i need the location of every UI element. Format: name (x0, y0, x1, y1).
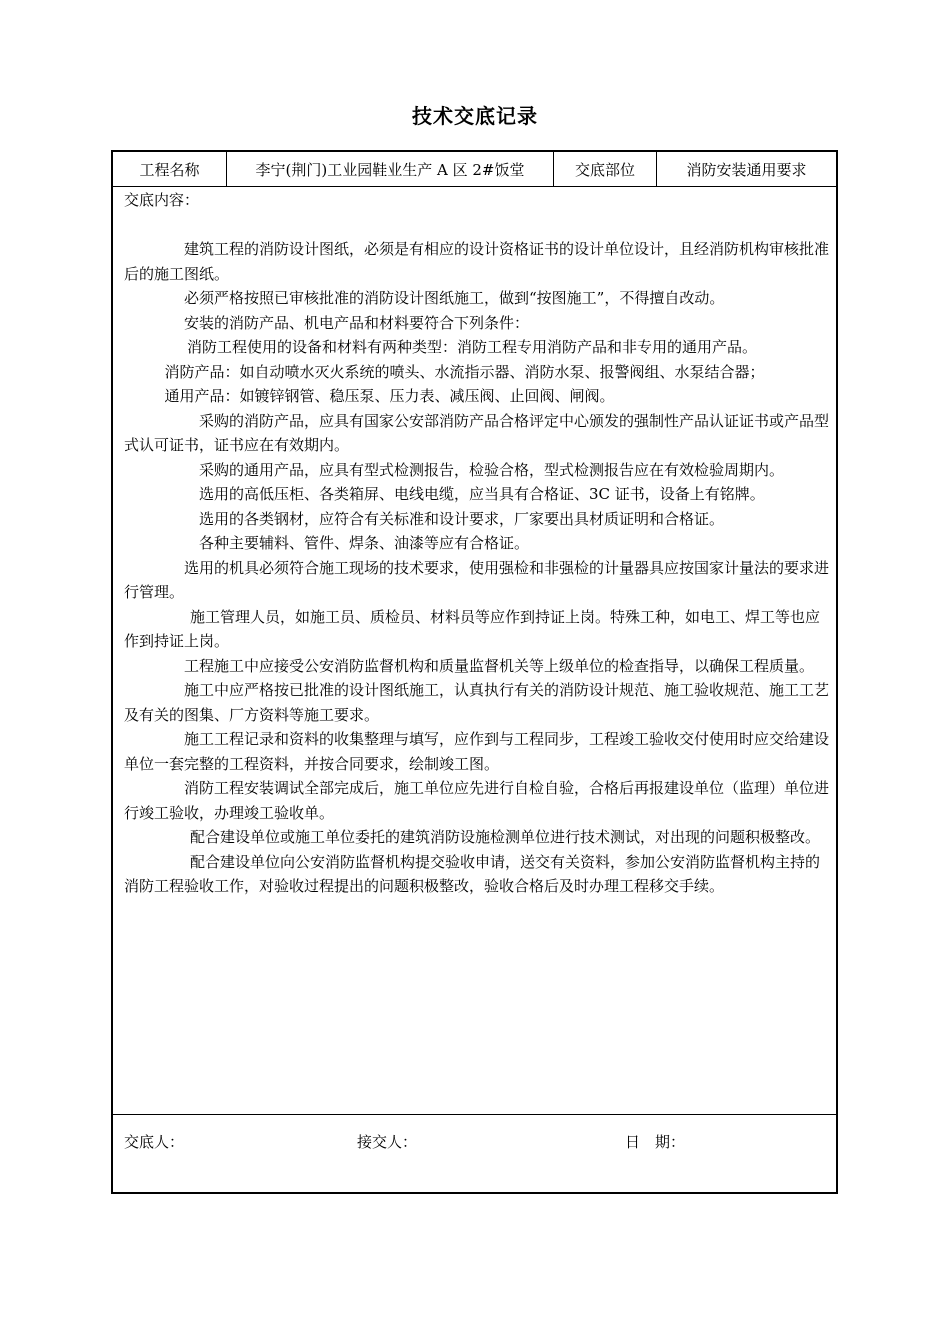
content-paragraph: 选用的各类钢材，应符合有关标准和设计要求，厂家要出具材质证明和合格证。 (199, 509, 725, 528)
content-paragraph: 施工工程记录和资料的收集整理与填写，应作到与工程同步，工程竣工验收交付使用时应交给建设单位一套完整的工程资料，并按合同要求，绘制竣工图。 (124, 730, 829, 773)
handover-part-label: 交底部位 (554, 152, 657, 186)
content-paragraph: 选用的机具必须符合施工现场的技术要求，使用强检和非强检的计量器具应按国家计量法的要求进行管理。 (124, 558, 829, 601)
handover-person-label: 交底人： (124, 1133, 185, 1151)
receiver-label: 接交人： (357, 1133, 418, 1151)
content-paragraph: 消防工程使用的设备和材料有两种类型：消防工程专用消防产品和非专用的通用产品。 (187, 338, 758, 356)
content-paragraph: 消防产品：如自动喷水灭火系统的喷头、水流指示器、消防水泵、报警阀组、水泵结合器； (164, 362, 765, 381)
date-label: 日 期： (625, 1133, 686, 1151)
document-title: 技术交底记录 (412, 104, 538, 128)
content-paragraph: 安装的消防产品、机电产品和材料要符合下列条件： (184, 313, 530, 332)
handover-content (124, 188, 829, 1108)
content-paragraph: 各种主要辅料、管件、焊条、油漆等应有合格证。 (199, 534, 530, 552)
content-paragraph: 施工管理人员，如施工员、质检员、材料员等应作到持证上岗。特殊工种，如电工、焊工等也应作到持证上岗。 (124, 607, 821, 650)
record-table (111, 150, 838, 1194)
project-name-label: 工程名称 (113, 152, 227, 186)
content-paragraph: 配合建设单位或施工单位委托的建筑消防设施检测单位进行技术测试，对出现的问题积极整改。 (190, 828, 821, 846)
project-name-value: 李宁(荆门)工业园鞋业生产 A 区 2#饭堂 (227, 152, 554, 186)
signature-row (113, 1114, 836, 1192)
content-paragraph: 通用产品：如镀锌钢管、稳压泵、压力表、减压阀、止回阀、闸阀。 (164, 387, 615, 405)
content-paragraph: 必须严格按照已审核批准的消防设计图纸施工，做到“按图施工”，不得擅自改动。 (184, 289, 725, 307)
content-paragraph: 工程施工中应接受公安消防监督机构和质量监督机关等上级单位的检查指导，以确保工程质量。 (184, 656, 815, 675)
content-paragraph: 建筑工程的消防设计图纸，必须是有相应的设计资格证书的设计单位设计，且经消防机构审核批准后的施工图纸。 (124, 240, 829, 283)
handover-part-value: 消防安装通用要求 (686, 160, 807, 179)
content-paragraph: 施工中应严格按已批准的设计图纸施工，认真执行有关的消防设计规范、施工验收规范、施工工艺及有关的图集、厂方资料等施工要求。 (124, 681, 829, 724)
content-paragraph: 消防工程安装调试全部完成后，施工单位应先进行自检自验，合格后再报建设单位（监理）单位进行竣工验收，办理竣工验收单。 (124, 779, 829, 822)
content-paragraph: 采购的消防产品，应具有国家公安部消防产品合格评定中心颁发的强制性产品认证证书或产品型式认可证书，证书应在有效期内。 (124, 411, 829, 454)
content-paragraph: 配合建设单位向公安消防监督机构提交验收申请，送交有关资料，参加公安消防监督机构主持的消防工程验收工作，对验收过程提出的问题积极整改，验收合格后及时办理工程移交手续。 (124, 852, 821, 895)
header-row (113, 152, 836, 187)
content-label: 交底内容： (124, 191, 200, 209)
content-paragraph: 采购的通用产品，应具有型式检测报告，检验合格，型式检测报告应在有效检验周期内。 (199, 460, 785, 479)
content-paragraph: 选用的高低压柜、各类箱屏、电线电缆，应当具有合格证、3C 证书，设备上有铭牌。 (199, 485, 765, 503)
